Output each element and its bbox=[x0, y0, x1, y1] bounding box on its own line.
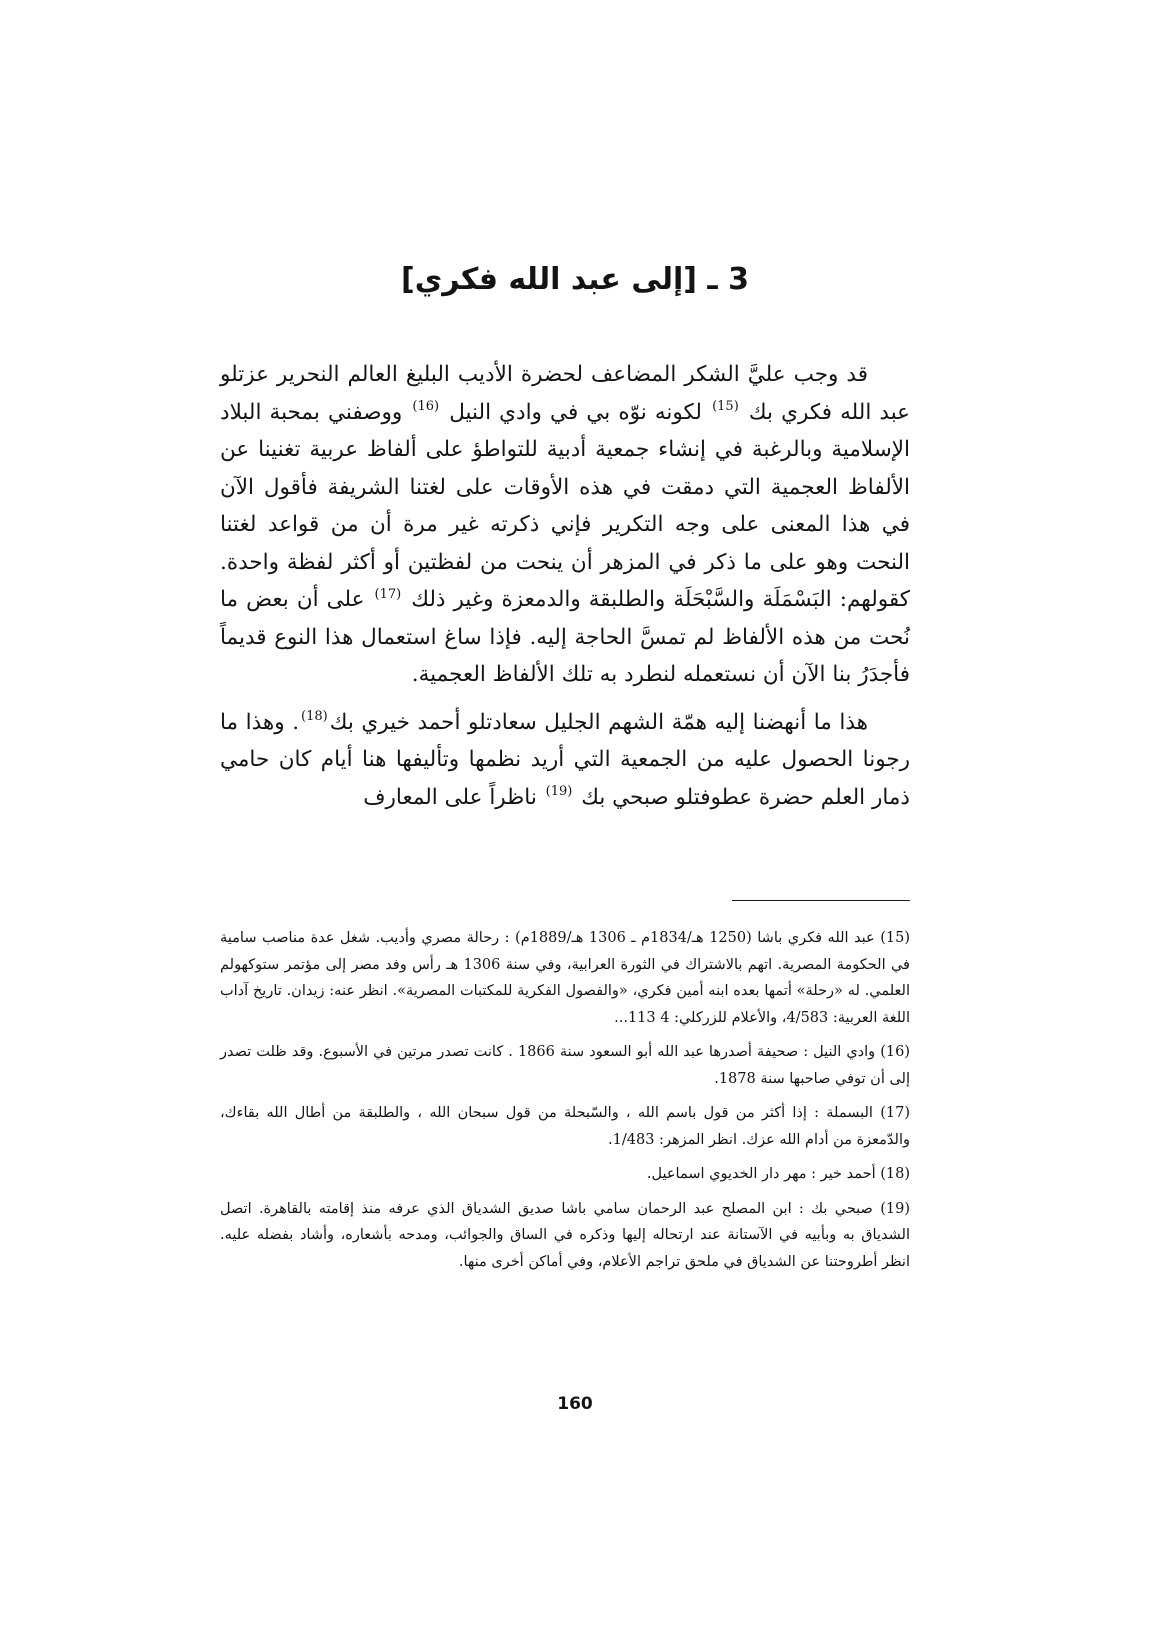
paragraph-2-part-b: . وهذا ما رجونا الحصول عليه من الجمعية التي أريد نظمها وتأليفها هنا أيام كان حامي ذمار العلم حضرة عطوفتلو صبحي بك bbox=[220, 709, 910, 810]
footnote-18 bbox=[220, 1161, 910, 1188]
footnote-ref-15: (15) bbox=[712, 399, 739, 415]
paragraph-1-part-d: على أن بعض ما نُحت من هذه الألفاظ لم تمسَّ الحاجة إليه. فإذا ساغ استعمال هذا النوع قديماً فأجدَرُ بنا الآن أن نستعمله لنطرد به تلك الألفاظ العجمية. bbox=[220, 587, 910, 687]
footnote-ref-18: (18) bbox=[301, 709, 328, 725]
paragraph-2 bbox=[220, 704, 910, 817]
page-number: 160 bbox=[557, 1394, 593, 1414]
footnote-16-text: (16) وادي النيل : صحيفة أصدرها عبد الله أبو السعود سنة 1866 . كانت تصدر مرتين في الأسبوع. وقد ظلت تصدر إلى أن توفي صاحبها سنة 1878. bbox=[220, 1044, 910, 1087]
footnote-ref-16: (16) bbox=[412, 399, 440, 415]
footnote-19 bbox=[220, 1196, 910, 1276]
page-title: 3 ـ [إلى عبد الله فكري] bbox=[401, 262, 749, 297]
footnote-17-text: (17) البسملة : إذا أكثر من قول باسم الله ، والسّبحلة من قول سبحان الله ، والطلبقة من أطال الله بقاءك، والدّمعزة من أدام الله عزك. انظر المزهر: 1/483. bbox=[220, 1105, 910, 1148]
paragraph-1-part-b: لكونه نوّه بي في وادي النيل bbox=[449, 399, 702, 425]
paragraph-2-part-c: ناظراً على المعارف bbox=[363, 784, 537, 810]
footnote-ref-19: (19) bbox=[545, 784, 573, 800]
paragraph-1-part-a: قد وجب عليَّ الشكر المضاعف لحضرة الأديب البليغ العالم النحرير عزتلو عبد الله فكري بك bbox=[220, 362, 911, 425]
footnote-15 bbox=[220, 925, 910, 1031]
paragraph-1-part-c: ووصفني بمحبة البلاد الإسلامية وبالرغبة في إنشاء جمعية أدبية للتواطؤ على ألفاظ عربية تغنينا عن الألفاظ العجمية التي دمقت في هذه الأوقات على لغتنا الشريفة فأقول الآن في هذا المعنى على وجه التكرير فإني ذكرته غير مرة أن من قواعد لغتنا النحت وهو على ما ذكر في المزهر أن ينحت من لفظتين أو أكثر لفظة واحدة. كقولهم: البَسْمَلَة والسَّبْحَلَة والطلبقة والدمعزة وغير ذلك bbox=[220, 399, 910, 612]
footnote-ref-17: (17) bbox=[374, 586, 402, 602]
paragraph-1 bbox=[220, 356, 910, 694]
footnotes-section bbox=[220, 925, 910, 1283]
footnote-17 bbox=[220, 1100, 910, 1153]
footnote-divider bbox=[732, 900, 910, 901]
footnote-19-text: (19) صبحي بك : ابن المصلح عبد الرحمان سامي باشا صديق الشدياق الذي عرفه منذ إقامته بالقاهرة. اتصل الشدياق به وبأبيه في الآستانة عند ارتحاله إليها وذكره في الساق والجوائب، ومدحه بأشعاره، وأشاد بفضله عليه. انظر أطروحتنا عن الشدياق في ملحق تراجم الأعلام، وفي أماكن أخرى منها. bbox=[220, 1200, 910, 1270]
footnote-18-text: (18) أحمد خير : مهر دار الخديوي اسماعيل. bbox=[646, 1166, 910, 1182]
paragraph-2-part-a: هذا ما أنهضنا إليه همّة الشهم الجليل سعادتلو أحمد خيري بك bbox=[329, 709, 868, 735]
footnote-16 bbox=[220, 1039, 910, 1092]
main-text bbox=[220, 356, 910, 816]
footnote-15-text: (15) عبد الله فكري باشا (1250 هـ/1834م ـ 1306 هـ/1889م) : رحالة مصري وأديب. شغل عدة مناصب سامية في الحكومة المصرية. اتهم بالاشتراك في الثورة العرابية، وفي سنة 1306 هـ رأس وفد مصر إلى مؤتمر ستوكهولم العلمي. له «رحلة» أتمها بعده ابنه أمين فكري، «والفصول الفكرية للمكتبات المصرية». انظر عنه: زيدان. تاريخ آداب اللغة العربية: 4/583، والأعلام للزركلي: 4 113... bbox=[220, 930, 910, 1026]
